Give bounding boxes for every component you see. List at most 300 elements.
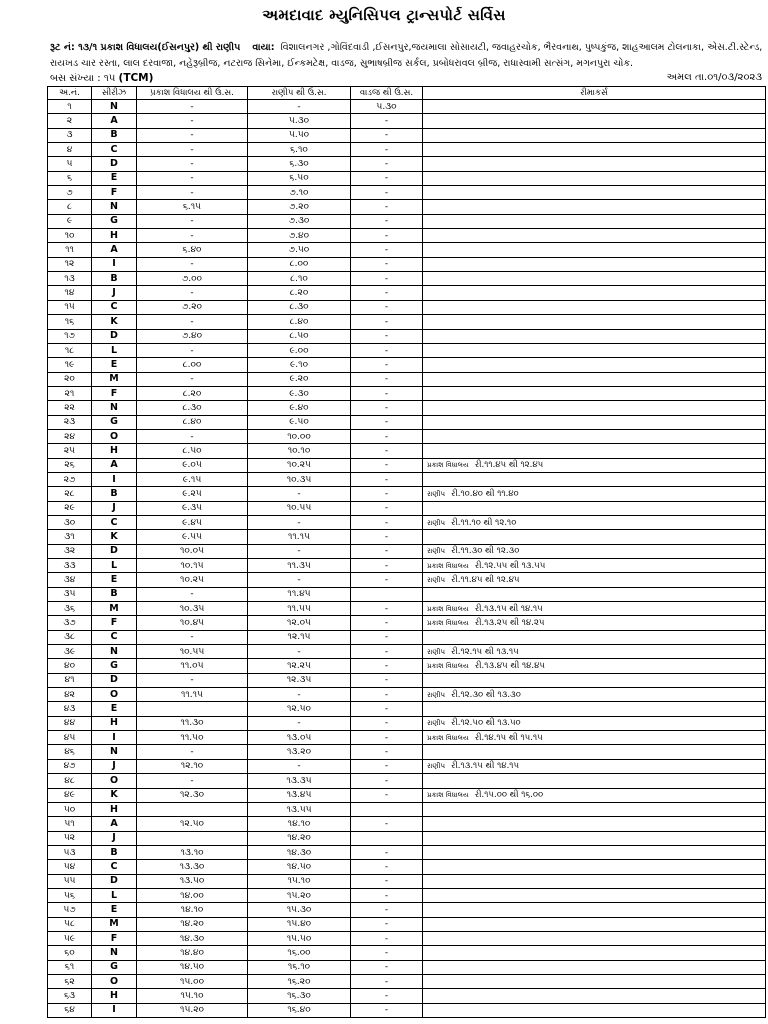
cell-ranip: ૧૨.૩૫ xyxy=(248,673,351,687)
table-row xyxy=(48,257,766,271)
cell-prakash: ૬.૪૦ xyxy=(137,243,248,257)
cell-series: D xyxy=(92,329,137,343)
cell-remarks xyxy=(423,759,766,773)
bus-count xyxy=(50,72,153,84)
cell-prakash xyxy=(137,831,248,845)
remark-place: રાણીપ xyxy=(427,518,445,527)
cell-ranip: ૧૧.૪૫ xyxy=(248,587,351,601)
cell-ranip: ૧૬.૨૦ xyxy=(248,974,351,988)
cell-remarks xyxy=(423,860,766,874)
table-row xyxy=(48,1003,766,1017)
table-row xyxy=(48,903,766,917)
table-row xyxy=(48,458,766,472)
cell-ranip: ૭.૧૦ xyxy=(248,186,351,200)
cell-series: N xyxy=(92,745,137,759)
cell-no: ૬૪ xyxy=(48,1003,92,1017)
table-row xyxy=(48,186,766,200)
cell-vadaj: - xyxy=(351,386,423,400)
cell-no: ૮ xyxy=(48,200,92,214)
cell-no: ૧૨ xyxy=(48,257,92,271)
table-row xyxy=(48,616,766,630)
cell-prakash: ૧૩.૩૦ xyxy=(137,860,248,874)
cell-no: ૩૮ xyxy=(48,630,92,644)
cell-no: ૧૪ xyxy=(48,286,92,300)
cell-prakash: - xyxy=(137,143,248,157)
cell-ranip: ૯.૫૦ xyxy=(248,415,351,429)
cell-ranip: ૧૨.૦૫ xyxy=(248,616,351,630)
table-row xyxy=(48,874,766,888)
cell-remarks xyxy=(423,573,766,587)
cell-remarks xyxy=(423,458,766,472)
cell-series: O xyxy=(92,774,137,788)
cell-ranip: ૧૩.૫૫ xyxy=(248,802,351,816)
cell-ranip: - xyxy=(248,716,351,730)
cell-series: J xyxy=(92,759,137,773)
remark-place: રાણીપ xyxy=(427,547,445,556)
cell-series: G xyxy=(92,415,137,429)
cell-no: ૨ xyxy=(48,114,92,128)
cell-ranip: - xyxy=(248,688,351,702)
cell-no: ૫૫ xyxy=(48,874,92,888)
cell-remarks xyxy=(423,788,766,802)
cell-remarks xyxy=(423,157,766,171)
cell-prakash: - xyxy=(137,186,248,200)
cell-series: F xyxy=(92,931,137,945)
cell-ranip: ૧૦.૫૫ xyxy=(248,501,351,515)
cell-remarks xyxy=(423,114,766,128)
cell-remarks xyxy=(423,817,766,831)
cell-vadaj: - xyxy=(351,343,423,357)
cell-no: ૫૮ xyxy=(48,917,92,931)
cell-series: C xyxy=(92,143,137,157)
cell-prakash: - xyxy=(137,257,248,271)
cell-no: ૩૩ xyxy=(48,559,92,573)
col-header-remarks: રીમાકર્સ xyxy=(423,87,766,100)
cell-remarks xyxy=(423,716,766,730)
table-row xyxy=(48,386,766,400)
meta-row xyxy=(50,72,766,86)
cell-remarks xyxy=(423,1003,766,1017)
table-row xyxy=(48,731,766,745)
remark-place: રાણીપ xyxy=(427,719,445,728)
table-row xyxy=(48,931,766,945)
table-row xyxy=(48,845,766,859)
table-row xyxy=(48,329,766,343)
cell-ranip: ૧૫.૪૦ xyxy=(248,917,351,931)
cell-vadaj: - xyxy=(351,157,423,171)
cell-prakash: ૯.૫૫ xyxy=(137,530,248,544)
cell-series: N xyxy=(92,200,137,214)
cell-series: L xyxy=(92,343,137,357)
cell-remarks xyxy=(423,100,766,114)
cell-prakash: - xyxy=(137,171,248,185)
table-row xyxy=(48,788,766,802)
cell-prakash: ૧૨.૩૦ xyxy=(137,788,248,802)
table-row xyxy=(48,573,766,587)
cell-series: C xyxy=(92,860,137,874)
cell-remarks xyxy=(423,171,766,185)
table-row xyxy=(48,343,766,357)
cell-vadaj: - xyxy=(351,1003,423,1017)
cell-series: I xyxy=(92,472,137,486)
cell-ranip: - xyxy=(248,645,351,659)
cell-series: J xyxy=(92,501,137,515)
cell-remarks xyxy=(423,630,766,644)
cell-remarks xyxy=(423,745,766,759)
remark-place: પ્રકાશ વિધાલય xyxy=(427,619,469,628)
cell-series: D xyxy=(92,874,137,888)
remark-place: પ્રકાશ વિધાલય xyxy=(427,791,469,800)
cell-prakash xyxy=(137,702,248,716)
cell-remarks xyxy=(423,659,766,673)
remark-time: રી.૧૩.૧૫ થી ૧૪.૧૫ xyxy=(450,761,520,772)
col-header-prakash: પ્રકાશ વિધાલય થી ઉ.સ. xyxy=(137,87,248,100)
cell-ranip: ૯.૧૦ xyxy=(248,358,351,372)
cell-remarks xyxy=(423,315,766,329)
cell-remarks xyxy=(423,974,766,988)
cell-series: M xyxy=(92,917,137,931)
cell-prakash: ૧૨.૧૦ xyxy=(137,759,248,773)
timetable xyxy=(47,86,766,1018)
cell-ranip: ૧૬.૩૦ xyxy=(248,989,351,1003)
cell-series: H xyxy=(92,444,137,458)
table-row xyxy=(48,143,766,157)
remark-time: રી.૧૩.૧૫ થી ૧૪.૧૫ xyxy=(474,603,543,614)
cell-prakash: ૧૩.૧૦ xyxy=(137,845,248,859)
cell-vadaj xyxy=(351,831,423,845)
remark-place: રાણીપ xyxy=(427,489,445,498)
table-row xyxy=(48,415,766,429)
cell-remarks xyxy=(423,200,766,214)
cell-ranip: ૮.૫૦ xyxy=(248,329,351,343)
cell-no: ૨૪ xyxy=(48,429,92,443)
cell-ranip: ૭.૪૦ xyxy=(248,229,351,243)
table-row xyxy=(48,544,766,558)
cell-no: ૬૩ xyxy=(48,989,92,1003)
cell-prakash: ૧૦.૨૫ xyxy=(137,573,248,587)
table-row xyxy=(48,243,766,257)
cell-no: ૫૯ xyxy=(48,931,92,945)
cell-no: ૫૦ xyxy=(48,802,92,816)
cell-ranip: ૬.૩૦ xyxy=(248,157,351,171)
cell-vadaj: - xyxy=(351,315,423,329)
cell-prakash: ૧૦.૧૫ xyxy=(137,559,248,573)
cell-series: F xyxy=(92,386,137,400)
cell-prakash: ૧૪.૨૦ xyxy=(137,917,248,931)
cell-no: ૨૯ xyxy=(48,501,92,515)
cell-series: N xyxy=(92,401,137,415)
table-row xyxy=(48,946,766,960)
cell-ranip: ૭.૨૦ xyxy=(248,200,351,214)
cell-series: A xyxy=(92,458,137,472)
cell-remarks xyxy=(423,602,766,616)
cell-series: M xyxy=(92,602,137,616)
cell-series: C xyxy=(92,630,137,644)
cell-prakash: - xyxy=(137,673,248,687)
cell-ranip: ૧૪.૩૦ xyxy=(248,845,351,859)
cell-vadaj: - xyxy=(351,458,423,472)
cell-vadaj: ૫.૩૦ xyxy=(351,100,423,114)
page-title: અમદાવાદ મ્યુનિસિપલ ટ્રાન્સપોર્ટ સર્વિસ xyxy=(262,6,506,24)
cell-ranip: ૧૩.૩૫ xyxy=(248,774,351,788)
cell-remarks xyxy=(423,272,766,286)
cell-series: D xyxy=(92,673,137,687)
cell-no: ૪૨ xyxy=(48,688,92,702)
cell-no: ૧૫ xyxy=(48,300,92,314)
cell-no: ૭ xyxy=(48,186,92,200)
cell-vadaj: - xyxy=(351,716,423,730)
cell-remarks xyxy=(423,329,766,343)
cell-remarks xyxy=(423,487,766,501)
remark-time: રી.૧૪.૧૫ થી ૧૫.૧૫ xyxy=(474,732,543,743)
cell-vadaj: - xyxy=(351,602,423,616)
table-row xyxy=(48,171,766,185)
remark-time: રી.૧૧.૩૦ થી ૧૨.૩૦ xyxy=(450,546,520,557)
cell-vadaj: - xyxy=(351,860,423,874)
remark-place: રાણીપ xyxy=(427,690,445,699)
cell-series: K xyxy=(92,788,137,802)
cell-vadaj: - xyxy=(351,372,423,386)
cell-series: C xyxy=(92,300,137,314)
cell-ranip: ૯.૪૦ xyxy=(248,401,351,415)
cell-no: ૧૧ xyxy=(48,243,92,257)
cell-no: ૯ xyxy=(48,214,92,228)
cell-ranip: ૧૦.૧૦ xyxy=(248,444,351,458)
cell-vadaj: - xyxy=(351,974,423,988)
cell-no: ૨૮ xyxy=(48,487,92,501)
cell-no: ૩ xyxy=(48,128,92,142)
table-row xyxy=(48,860,766,874)
col-header-vadaj: વાડજ થી ઉ.સ. xyxy=(351,87,423,100)
cell-prakash: ૧૦.૫૫ xyxy=(137,645,248,659)
cell-prakash: ૮.૩૦ xyxy=(137,401,248,415)
cell-vadaj: - xyxy=(351,200,423,214)
cell-remarks xyxy=(423,358,766,372)
cell-vadaj: - xyxy=(351,444,423,458)
cell-remarks xyxy=(423,300,766,314)
cell-prakash: ૧૧.૧૫ xyxy=(137,688,248,702)
cell-vadaj: - xyxy=(351,774,423,788)
table-row xyxy=(48,315,766,329)
cell-remarks xyxy=(423,415,766,429)
cell-prakash: - xyxy=(137,429,248,443)
table-row xyxy=(48,587,766,601)
cell-no: ૧ xyxy=(48,100,92,114)
table-row xyxy=(48,114,766,128)
cell-remarks xyxy=(423,688,766,702)
cell-prakash: ૯.૪૫ xyxy=(137,515,248,529)
cell-series: G xyxy=(92,659,137,673)
cell-ranip: ૧૩.૪૫ xyxy=(248,788,351,802)
cell-prakash: - xyxy=(137,745,248,759)
cell-remarks xyxy=(423,444,766,458)
cell-vadaj: - xyxy=(351,286,423,300)
cell-series: E xyxy=(92,702,137,716)
cell-vadaj: - xyxy=(351,329,423,343)
cell-prakash: ૮.૦૦ xyxy=(137,358,248,372)
cell-vadaj: - xyxy=(351,960,423,974)
cell-ranip: ૯.૩૦ xyxy=(248,386,351,400)
cell-prakash: ૧૪.૧૦ xyxy=(137,903,248,917)
cell-series: C xyxy=(92,515,137,529)
cell-remarks xyxy=(423,673,766,687)
cell-ranip: - xyxy=(248,573,351,587)
cell-vadaj: - xyxy=(351,429,423,443)
cell-vadaj: - xyxy=(351,128,423,142)
cell-vadaj: - xyxy=(351,114,423,128)
table-row xyxy=(48,659,766,673)
cell-prakash: ૧૪.૫૦ xyxy=(137,960,248,974)
cell-series: J xyxy=(92,286,137,300)
cell-remarks xyxy=(423,372,766,386)
bus-type: (TCM) xyxy=(118,72,154,84)
cell-ranip: ૮.૧૦ xyxy=(248,272,351,286)
table-row xyxy=(48,702,766,716)
cell-series: I xyxy=(92,1003,137,1017)
table-row xyxy=(48,917,766,931)
table-row xyxy=(48,960,766,974)
cell-series: N xyxy=(92,100,137,114)
cell-no: ૪૭ xyxy=(48,759,92,773)
cell-remarks xyxy=(423,186,766,200)
remark-place: પ્રકાશ વિધાલય xyxy=(427,733,469,742)
cell-prakash: ૯.૧૫ xyxy=(137,472,248,486)
cell-remarks xyxy=(423,989,766,1003)
table-row xyxy=(48,745,766,759)
cell-no: ૪૪ xyxy=(48,716,92,730)
table-row xyxy=(48,214,766,228)
remark-time: રી.૧૩.૪૫ થી ૧૪.૪૫ xyxy=(474,661,545,672)
cell-prakash: - xyxy=(137,100,248,114)
cell-no: ૫૪ xyxy=(48,860,92,874)
cell-remarks xyxy=(423,645,766,659)
cell-remarks xyxy=(423,731,766,745)
table-row xyxy=(48,688,766,702)
cell-vadaj: - xyxy=(351,559,423,573)
cell-vadaj: - xyxy=(351,171,423,185)
cell-no: ૨૨ xyxy=(48,401,92,415)
cell-no: ૨૭ xyxy=(48,472,92,486)
col-header-ranip: રાણીપ થી ઉ.સ. xyxy=(248,87,351,100)
cell-no: ૬ xyxy=(48,171,92,185)
cell-ranip: ૧૫.૩૦ xyxy=(248,903,351,917)
cell-vadaj: - xyxy=(351,229,423,243)
cell-series: B xyxy=(92,487,137,501)
cell-prakash: ૭.૪૦ xyxy=(137,329,248,343)
cell-ranip: ૧૬.૪૦ xyxy=(248,1003,351,1017)
cell-ranip: ૧૧.૧૫ xyxy=(248,530,351,544)
cell-ranip: ૧૧.૫૫ xyxy=(248,602,351,616)
cell-ranip: ૮.૪૦ xyxy=(248,315,351,329)
cell-remarks xyxy=(423,888,766,902)
cell-ranip: ૧૫.૧૦ xyxy=(248,874,351,888)
cell-no: ૬૦ xyxy=(48,946,92,960)
cell-ranip: - xyxy=(248,487,351,501)
cell-no: ૬૨ xyxy=(48,974,92,988)
cell-prakash: ૬.૧૫ xyxy=(137,200,248,214)
cell-remarks xyxy=(423,946,766,960)
cell-series: J xyxy=(92,831,137,845)
cell-series: A xyxy=(92,243,137,257)
cell-vadaj: - xyxy=(351,243,423,257)
cell-no: ૩૧ xyxy=(48,530,92,544)
table-row xyxy=(48,515,766,529)
cell-remarks xyxy=(423,257,766,271)
cell-ranip: ૯.૦૦ xyxy=(248,343,351,357)
cell-series: K xyxy=(92,315,137,329)
cell-ranip: ૧૨.૧૫ xyxy=(248,630,351,644)
cell-vadaj: - xyxy=(351,759,423,773)
remark-time: રી.૧૦.૪૦ થી ૧૧.૪૦ xyxy=(450,488,519,499)
cell-prakash: ૧૦.૦૫ xyxy=(137,544,248,558)
cell-no: ૧૦ xyxy=(48,229,92,243)
cell-series: I xyxy=(92,257,137,271)
cell-prakash: ૧૫.૨૦ xyxy=(137,1003,248,1017)
table-row xyxy=(48,630,766,644)
cell-no: ૫૧ xyxy=(48,817,92,831)
cell-ranip: ૧૦.૨૫ xyxy=(248,458,351,472)
cell-ranip: ૭.૩૦ xyxy=(248,214,351,228)
cell-ranip: - xyxy=(248,515,351,529)
cell-prakash: - xyxy=(137,630,248,644)
remark-time: રી.૧૩.૨૫ થી ૧૪.૨૫ xyxy=(474,618,545,629)
cell-remarks xyxy=(423,128,766,142)
cell-no: ૪૬ xyxy=(48,745,92,759)
table-row xyxy=(48,645,766,659)
cell-vadaj: - xyxy=(351,143,423,157)
route-label: રૂટ નં: ૧૩/૧ પ્રકાશ વિધાલય(ઈસનપુર) થી રાણીપ xyxy=(50,42,241,53)
cell-prakash: - xyxy=(137,372,248,386)
cell-prakash: ૧૧.૦૫ xyxy=(137,659,248,673)
table-row xyxy=(48,759,766,773)
cell-prakash: ૧૨.૫૦ xyxy=(137,817,248,831)
cell-no: ૩૦ xyxy=(48,515,92,529)
cell-series: F xyxy=(92,616,137,630)
cell-ranip: ૧૫.૨૦ xyxy=(248,888,351,902)
cell-series: H xyxy=(92,229,137,243)
cell-remarks xyxy=(423,243,766,257)
cell-no: ૩૨ xyxy=(48,544,92,558)
cell-remarks xyxy=(423,530,766,544)
cell-remarks xyxy=(423,286,766,300)
cell-series: H xyxy=(92,989,137,1003)
cell-ranip: ૧૨.૫૦ xyxy=(248,702,351,716)
cell-remarks xyxy=(423,802,766,816)
cell-prakash: - xyxy=(137,587,248,601)
cell-no: ૨૬ xyxy=(48,458,92,472)
cell-ranip: ૧૩.૦૫ xyxy=(248,731,351,745)
cell-vadaj: - xyxy=(351,515,423,529)
cell-remarks xyxy=(423,229,766,243)
cell-prakash: - xyxy=(137,774,248,788)
cell-no: ૧૯ xyxy=(48,358,92,372)
cell-vadaj xyxy=(351,587,423,601)
table-row xyxy=(48,974,766,988)
cell-vadaj: - xyxy=(351,530,423,544)
cell-prakash: - xyxy=(137,343,248,357)
cell-vadaj: - xyxy=(351,659,423,673)
cell-series: E xyxy=(92,358,137,372)
cell-vadaj: - xyxy=(351,817,423,831)
cell-ranip: ૧૩.૨૦ xyxy=(248,745,351,759)
cell-series: A xyxy=(92,817,137,831)
cell-series: E xyxy=(92,171,137,185)
cell-prakash: - xyxy=(137,157,248,171)
cell-remarks xyxy=(423,702,766,716)
cell-vadaj: - xyxy=(351,731,423,745)
table-row xyxy=(48,472,766,486)
cell-prakash: ૯.૦૫ xyxy=(137,458,248,472)
